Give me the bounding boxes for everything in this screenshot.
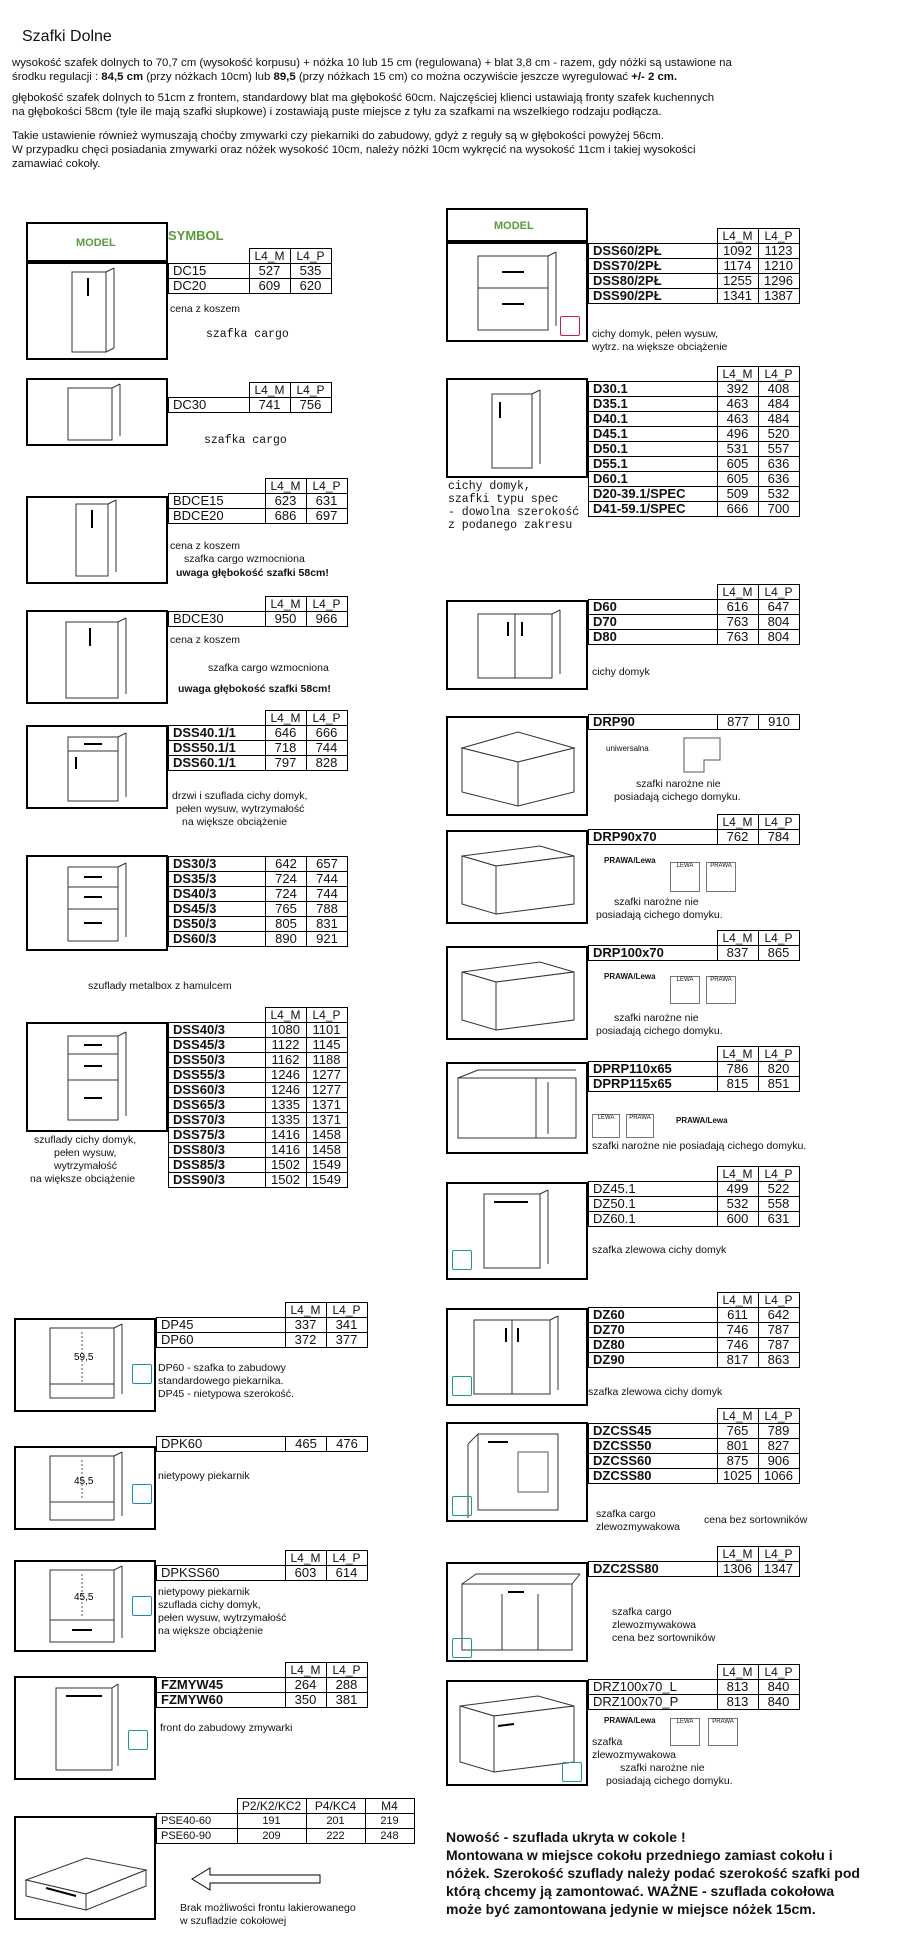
sink-icon [562,1762,582,1782]
note: drzwi i szuflada cichy domyk, [172,790,308,802]
note: standardowego piekarnika. [158,1375,284,1387]
table-row: PSE60-90 209 222 248 [157,1829,415,1844]
note: szafka cargo wzmocniona [184,553,305,565]
table-row: DSS50.1/1 718 744 [169,741,348,756]
sink-icon [452,1496,472,1516]
table-row: DRZ100x70_P 813 840 [589,1695,800,1710]
left-variant-icon: LEWA [670,976,700,1004]
table-row: DZ90 817 863 [589,1353,800,1368]
intro-line: (przy nóżkach 10cm) lub [143,71,274,83]
table-row: DP60 372 377 [157,1333,368,1348]
note: pełen wysuw, [54,1147,117,1159]
note: szafka zlewowa cichy domyk [592,1244,727,1256]
note: PRAWA/Lewa [604,972,656,981]
table-row: DZCSS80 1025 1066 [589,1469,800,1484]
note: zlewozmywakowa [612,1619,697,1631]
table-row: DSS60/3 1246 1277 [169,1083,348,1098]
note: szafki narożne nie [636,778,721,790]
cabinet-drawing-fzmyw [14,1676,156,1780]
table-row: DC15 527 535 [169,264,332,279]
note: PRAWA/Lewa [604,856,656,865]
intro-value: +/- 2 cm. [631,71,678,83]
right-variant-icon: PRAWA [706,976,736,1004]
note: szafka cargo [612,1606,672,1618]
price-table-drp10070: L4_M L4_P DRP100x70 837 865 [588,930,800,961]
dimension-label: 45,5 [74,1592,94,1603]
table-row: DZ60.1 600 631 [589,1212,800,1227]
note-line: którą chcemy ją zamontować. WAŻNE - szuflada cokołowa [446,1883,835,1899]
table-row: DSS75/3 1416 1458 [169,1128,348,1143]
intro-line: środku regulacji : [12,71,102,83]
cabinet-drawing-dprp [446,1062,588,1154]
table-row: DSS40.1/1 646 666 [169,726,348,741]
table-row: DC30 741 756 [169,398,332,413]
note-line: nóżek. Szerokość szuflady należy podać szerokość szafki pod [446,1865,860,1881]
price-table-bdce30: L4_M L4_P BDCE30 950 966 [168,596,348,627]
note: - dowolna szerokość [448,506,580,519]
intro-value: 89,5 [273,71,296,83]
right-variant-icon: PRAWA [708,1718,738,1746]
model-header: MODEL [494,220,534,232]
intro-line: wysokość szafek dolnych to 70,7 cm (wysokość korpusu) + nóżka 10 lub 15 cm (regulowana) + blat 3,8 cm - razem, gdy nóżki są ustawione na [12,57,732,69]
table-row: D35.1 463 484 [589,397,800,412]
note-line: Montowana w miejsce cokołu przedniego zamiast cokołu i [446,1847,833,1863]
cabinet-drawing-ds3 [26,855,168,951]
note: uwaga głębokość szafki 58cm! [176,567,329,579]
price-table-pse: P2/K2/KC2 P4/KC4 M4 PSE40-60 191 201 219 PSE60-90 209 222 248 [156,1798,415,1844]
price-table-dc [168,248,332,294]
dimension-label: 59,5 [74,1352,94,1363]
note: szuflada cichy domyk, [158,1599,261,1611]
note: szafka cargo [206,328,289,341]
table-row: DPRP115x65 815 851 [589,1077,800,1092]
oven-icon [132,1484,152,1504]
note: cena bez sortowników [704,1514,808,1526]
note: PRAWA/Lewa [676,1116,728,1125]
table-row: D60.1 605 636 [589,472,800,487]
price-table-dss3: L4_M L4_P DSS40/3 1080 1101 DSS45/3 1122 1145 DSS50/3 1162 1188 DSS55/3 1246 1277 DSS60/3 1246 1277 DSS65/3 1335 1371 DSS70/3 1335 1371 DSS75/3 1416 1458 DSS80/3 1416 1458 DSS85/3 1502 1549 DSS90/3 1502 1549 [168,1007,348,1188]
note: cichy domyk, [448,480,531,493]
right-variant-icon: PRAWA [626,1114,654,1138]
price-table-dzc2ss: L4_M L4_P DZC2SS80 1306 1347 [588,1546,800,1577]
right-variant-icon: PRAWA [706,862,736,892]
note: zlewozmywakowa [596,1521,681,1533]
table-row: DPRP110x65 786 820 [589,1062,800,1077]
cabinet-drawing-bdce [26,496,168,584]
price-table-dzcss: L4_M L4_P DZCSS45 765 789 DZCSS50 801 827 DZCSS60 875 906 DZCSS80 1025 1066 [588,1408,800,1484]
intro-line: na głębokości 58cm (tyle ile mają szafki słupkowe) i zostawiają puste miejsce z tyłu za szafkami na wszelkiego rodzaju podłącza. [12,106,662,118]
note: nietypowy piekarnik [158,1470,250,1482]
cabinet-drawing-dpk [14,1446,156,1530]
price-table-ds3 [168,856,348,947]
cabinet-drawing-dp [14,1318,156,1412]
table-row: BDCE15 623 631 [169,494,348,509]
note: szafki narożne nie [620,1762,705,1774]
table-row: DS45/3 765 788 [169,902,348,917]
price-table-dprp: L4_M L4_P DPRP110x65 786 820 DPRP115x65 815 851 [588,1046,800,1092]
note: szafka zlewowa cichy domyk [588,1386,723,1398]
intro-line: W przypadku chęci posiadania zmywarki oraz nóżek wysokość 10cm, należy nóżki 10cm wykręcić na wysokość 11cm i takiej wysokości [12,144,696,156]
table-row: DSS80/2PŁ 1255 1296 [589,274,800,289]
intro-value: 84,5 cm [101,71,144,83]
table-row: DZ45.1 499 522 [589,1182,800,1197]
note: cichy domyk, pełen wysuw, [592,328,719,340]
table-row: DZCSS60 875 906 [589,1454,800,1469]
note: cena z koszem [170,634,241,646]
price-table-d: L4_M L4_P D60 616 647 D70 763 804 D80 763 804 [588,584,800,645]
table-row: DSS45/3 1122 1145 [169,1038,348,1053]
table-row: DSS60/2PŁ 1092 1123 [589,244,800,259]
cooktop-icon [560,316,580,336]
table-row: FZMYW45 264 288 [157,1678,368,1693]
note: szuflady cichy domyk, [34,1134,137,1146]
symbol-header: SYMBOL [168,228,224,243]
note: DP60 - szafka to zabudowy [158,1362,286,1374]
note: cena z koszem [170,303,241,315]
note: na większe obciążenie [30,1173,136,1185]
table-row: PSE40-60 191 201 219 [157,1814,415,1829]
col-lp: L4_P [290,249,331,264]
oven-icon [132,1364,152,1384]
note: cena bez sortowników [612,1632,716,1644]
arrow-left-icon [190,1864,330,1894]
new-product-note [446,1828,906,1918]
note: posiadają cichego domyku. [596,1025,723,1037]
note: posiadają cichego domyku. [614,791,741,803]
note: zlewozmywakowa [592,1749,677,1761]
note: szafka cargo [204,434,287,447]
note: pełen wysuw, wytrzymałość [158,1612,287,1624]
note: posiadają cichego domyku. [606,1775,733,1787]
note: wytrzymałość [54,1160,118,1172]
dishwasher-icon [128,1730,148,1750]
table-row: DRP90 877 910 [589,715,800,730]
note: uwaga głębokość szafki 58cm! [178,683,331,695]
table-row: DPK60 465 476 [157,1437,368,1452]
sink-icon [452,1376,472,1396]
table-row: DS35/3 724 744 [169,872,348,887]
note: cena z koszem [170,540,241,552]
cabinet-drawing-dzcss [446,1422,588,1522]
table-row: DZ60 611 642 [589,1308,800,1323]
note: szafki narożne nie [614,1012,699,1024]
cabinet-drawing-d [446,600,588,690]
table-row: D20-39.1/SPEC 509 532 [589,487,800,502]
table-row: DPKSS60 603 614 [157,1566,368,1581]
note: z podanego zakresu [448,519,573,532]
price-table-dp: L4_M L4_P DP45 337 341 DP60 372 377 [156,1302,368,1348]
table-row: DSS50/3 1162 1188 [169,1053,348,1068]
table-row: D50.1 531 557 [589,442,800,457]
table-row: BDCE20 686 697 [169,509,348,524]
cabinet-drawing-dss3 [26,1022,168,1132]
page-title: Szafki Dolne [22,28,112,45]
model-header: MODEL [76,237,116,249]
dimension-label: 45,5 [74,1476,94,1487]
note: DP45 - nietypowa szerokość. [158,1388,294,1400]
intro-line: (przy nóżkach 15 cm) co można oczywiście jeszcze wyregulować [295,71,632,83]
table-row: DRP100x70 837 865 [589,946,800,961]
sink-icon [452,1638,472,1658]
intro-text [12,56,912,178]
table-row: FZMYW60 350 381 [157,1693,368,1708]
table-row: DS50/3 805 831 [169,917,348,932]
intro-line: głębokość szafek dolnych to 51cm z frontem, standardowy blat ma głębokość 60cm. Najczęściej klienci ustawiają fronty szafek kuchennych [12,92,715,104]
note: uniwersalna [606,744,649,753]
table-row: DZ70 746 787 [589,1323,800,1338]
table-row: DSS80/3 1416 1458 [169,1143,348,1158]
note: szafka cargo wzmocniona [208,662,329,674]
note: szafki narożne nie [614,896,699,908]
table-row: D60 616 647 [589,600,800,615]
intro-line: zamawiać cokoły. [12,158,101,170]
model-header-box [446,208,588,242]
intro-line: Takie ustawienie również wymuszają choćby zmywarki czy piekarniki do zabudowy, gdyż z reguły są w głębokości powyżej 56cm. [12,130,664,142]
cabinet-drawing-pse [14,1816,156,1920]
price-table-drp90 [588,714,800,730]
left-variant-icon: LEWA [670,862,700,892]
oven-icon [132,1596,152,1616]
table-row: DRZ100x70_L 813 840 [589,1680,800,1695]
table-row: DSS90/2PŁ 1341 1387 [589,289,800,304]
col-lm: L4_M [249,249,290,264]
cabinet-drawing-dss2pl [446,242,588,342]
table-row: DSS70/3 1335 1371 [169,1113,348,1128]
price-table-dss2pl: L4_M L4_P DSS60/2PŁ 1092 1123 DSS70/2PŁ 1174 1210 DSS80/2PŁ 1255 1296 DSS90/2PŁ 1341 1387 [588,228,800,304]
note: pełen wysuw, wytrzymałość [176,803,305,815]
table-row: DS60/3 890 921 [169,932,348,947]
table-row: DRP90x70 762 784 [589,830,800,845]
model-header-box [26,222,168,262]
note-line: Nowość - szuflada ukryta w cokole ! [446,1829,686,1845]
cabinet-drawing-dz [446,1308,588,1406]
sink-icon [452,1250,472,1270]
cabinet-drawing-dzc2ss [446,1562,588,1662]
table-row: DSS65/3 1335 1371 [169,1098,348,1113]
note: front do zabudowy zmywarki [160,1722,293,1734]
note: nietypowy piekarnik [158,1586,250,1598]
table-row: D45.1 496 520 [589,427,800,442]
cabinet-drawing-dc [26,262,168,360]
note: szafka cargo [596,1508,656,1520]
table-row: DSS90/3 1502 1549 [169,1173,348,1188]
table-row: DZ80 746 787 [589,1338,800,1353]
price-table-dpk [156,1436,368,1452]
note: wytrz. na większe obciążenie [592,341,728,353]
table-row: DZCSS45 765 789 [589,1424,800,1439]
table-row: D41-59.1/SPEC 666 700 [589,502,800,517]
cabinet-drawing-drp90 [446,716,588,816]
price-table-bdce: L4_M L4_P BDCE15 623 631 BDCE20 686 697 [168,478,348,524]
note: w szufladzie cokołowej [180,1915,287,1927]
cabinet-drawing-d1 [446,378,588,478]
cabinet-drawing-drz [446,1680,588,1786]
table-row: DZC2SS80 1306 1347 [589,1562,800,1577]
price-table-fzmyw: L4_M L4_P FZMYW45 264 288 FZMYW60 350 381 [156,1662,368,1708]
cabinet-drawing-drp10070 [446,946,588,1040]
table-row: D55.1 605 636 [589,457,800,472]
table-row: D30.1 392 408 [589,382,800,397]
table-row: DZCSS50 801 827 [589,1439,800,1454]
price-table-dz1: L4_M L4_P DZ45.1 499 522 DZ50.1 532 558 DZ60.1 600 631 [588,1166,800,1227]
left-variant-icon: LEWA [670,1718,700,1746]
left-variant-icon: LEWA [592,1114,620,1138]
table-row: D70 763 804 [589,615,800,630]
note: szafki narożne nie posiadają cichego domyku. [592,1140,807,1152]
table-row: BDCE30 950 966 [169,612,348,627]
note: na większe obciążenie [158,1625,264,1637]
note: cichy domyk [592,666,650,678]
cabinet-drawing-dss11 [26,725,168,809]
table-row: DP45 337 341 [157,1318,368,1333]
table-row: D80 763 804 [589,630,800,645]
table-row: DSS85/3 1502 1549 [169,1158,348,1173]
cabinet-drawing-dpkss [14,1560,156,1652]
table-row: DC20 609 620 [169,279,332,294]
cabinet-drawing-dc30 [26,378,168,446]
note: szuflady metalbox z hamulcem [88,980,232,992]
note-line: może być zamontowana jedynie w miejsce nóżek 15cm. [446,1901,816,1917]
table-row: DS40/3 724 744 [169,887,348,902]
note: Brak możliwości frontu lakierowanego [180,1902,356,1914]
note: na większe obciążenie [182,816,288,828]
table-row: D40.1 463 484 [589,412,800,427]
table-row: DSS55/3 1246 1277 [169,1068,348,1083]
price-table-drp9070: L4_M L4_P DRP90x70 762 784 [588,814,800,845]
price-table-dss11: L4_M L4_P DSS40.1/1 646 666 DSS50.1/1 718 744 DSS60.1/1 797 828 [168,710,348,771]
price-table-dpkss: L4_M L4_P DPKSS60 603 614 [156,1550,368,1581]
price-table-dz: L4_M L4_P DZ60 611 642 DZ70 746 787 DZ80 746 787 DZ90 817 863 [588,1292,800,1368]
note: PRAWA/Lewa [604,1716,656,1725]
note: szafki typu spec [448,493,559,506]
cabinet-drawing-bdce30 [26,610,168,704]
price-table-d1: L4_M L4_P D30.1 392 408 D35.1 463 484 D40.1 463 484 D45.1 496 520 D50.1 531 557 D55.1 605 636 D60.1 605 636 D20-39.1/SPEC 509 532 D41-59.1/SPEC 666 700 [588,366,800,517]
note: posiadają cichego domyku. [596,909,723,921]
price-table-drz: L4_M L4_P DRZ100x70_L 813 840 DRZ100x70_P 813 840 [588,1664,800,1710]
table-row: DSS70/2PŁ 1174 1210 [589,259,800,274]
price-table-dc30: L4_M L4_P DC30 741 756 [168,382,332,413]
table-row: DSS60.1/1 797 828 [169,756,348,771]
corner-layout-icon [680,734,740,776]
table-row: DSS40/3 1080 1101 [169,1023,348,1038]
note: szafka [592,1736,623,1748]
table-row: DZ50.1 532 558 [589,1197,800,1212]
cabinet-drawing-dz1 [446,1182,588,1280]
cabinet-drawing-drp9070 [446,830,588,924]
table-row: DS30/3 642 657 [169,857,348,872]
